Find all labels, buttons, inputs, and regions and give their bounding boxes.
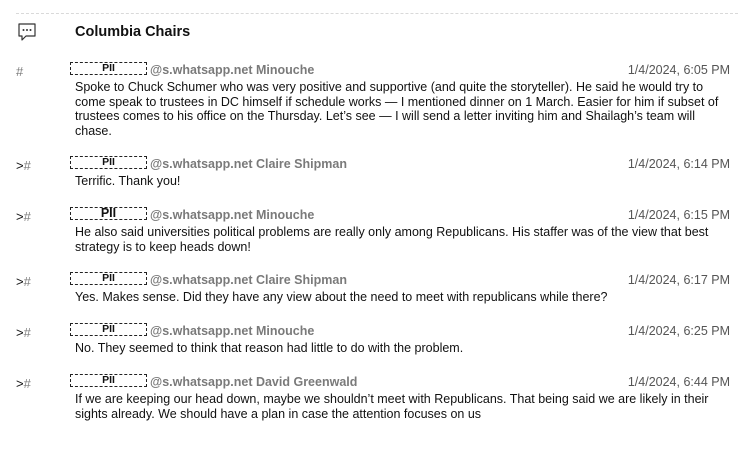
pii-redaction: PII bbox=[70, 207, 147, 220]
pii-redaction: PII bbox=[70, 62, 147, 75]
sender-name: @s.whatsapp.net Claire Shipman bbox=[150, 157, 347, 171]
message-marker: ># bbox=[16, 209, 31, 224]
message-timestamp: 1/4/2024, 6:14 PM bbox=[627, 157, 730, 171]
message-marker: ># bbox=[16, 376, 31, 391]
message-text: If we are keeping our head down, maybe we shouldn’t meet with Republicans. That being said we are likely in their sights already. We should have a plan in case the attention focuses on us bbox=[75, 392, 709, 421]
sender-name: @s.whatsapp.net Minouche bbox=[150, 324, 315, 338]
message-text: Spoke to Chuck Schumer who was very positive and supportive (and quite the storyteller). He said he would try to come speak to trustees in DC himself if schedule works — I mentioned dinner on 1 March. Easier for him if subset of trustees comes to his office on the Thursday. Let’s see — I will send a letter inviting him and Shailagh’s team will chase. bbox=[75, 80, 719, 138]
message-marker: # bbox=[16, 64, 24, 79]
message-timestamp: 1/4/2024, 6:15 PM bbox=[627, 208, 730, 222]
conversation-title: Columbia Chairs bbox=[75, 24, 191, 40]
pii-redaction: PII bbox=[70, 323, 147, 336]
sender-name: @s.whatsapp.net Claire Shipman bbox=[150, 273, 347, 287]
chat-bubble-icon bbox=[17, 22, 37, 42]
message-marker: ># bbox=[16, 325, 31, 340]
message-text: No. They seemed to think that reason had little to do with the problem. bbox=[75, 341, 464, 355]
message-text: Terrific. Thank you! bbox=[75, 174, 181, 188]
message-timestamp: 1/4/2024, 6:25 PM bbox=[627, 324, 730, 338]
top-divider bbox=[16, 13, 738, 14]
message-text: He also said universities political problems are really only among Republicans. His staffer was of the view that best strategy is to keep heads down! bbox=[75, 225, 709, 254]
message-text: Yes. Makes sense. Did they have any view about the need to meet with republicans while there? bbox=[75, 290, 608, 304]
sender-name: @s.whatsapp.net David Greenwald bbox=[150, 375, 358, 389]
message-marker: ># bbox=[16, 274, 31, 289]
sender-name: @s.whatsapp.net Minouche bbox=[150, 208, 315, 222]
message-timestamp: 1/4/2024, 6:44 PM bbox=[627, 375, 730, 389]
message-timestamp: 1/4/2024, 6:17 PM bbox=[627, 273, 730, 287]
message-timestamp: 1/4/2024, 6:05 PM bbox=[627, 63, 730, 77]
pii-redaction: PII bbox=[70, 156, 147, 169]
message-marker: ># bbox=[16, 158, 31, 173]
pii-redaction: PII bbox=[70, 272, 147, 285]
pii-redaction: PII bbox=[70, 374, 147, 387]
sender-name: @s.whatsapp.net Minouche bbox=[150, 63, 315, 77]
